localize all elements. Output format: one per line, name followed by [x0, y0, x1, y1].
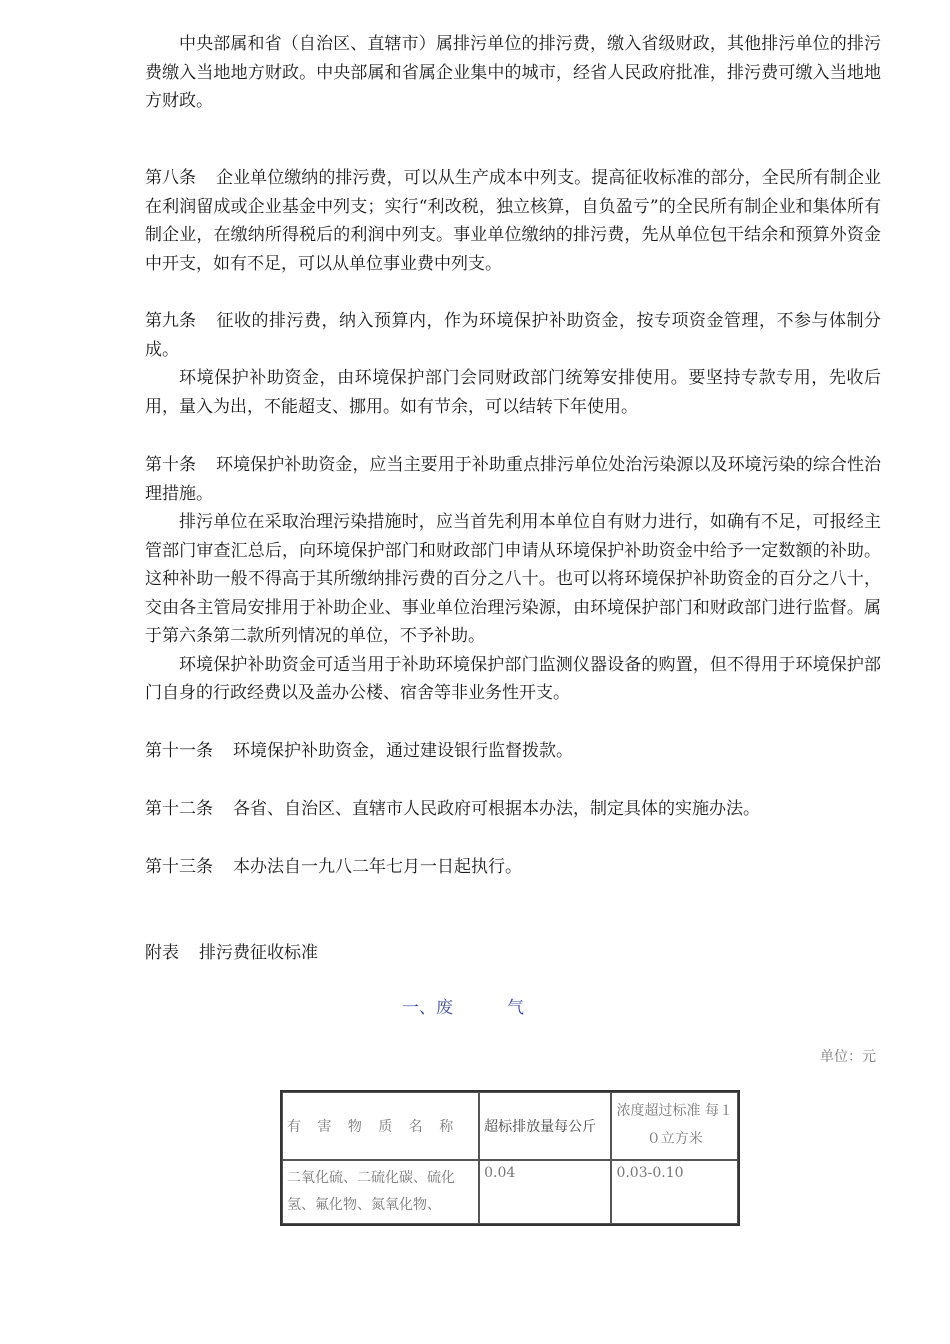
paragraph-text: 环境保护补助资金，由环境保护部门会同财政部门统筹安排使用。要坚持专款专用，先收后用，量入为出，不能超支、挪用。如有节余，可以结转下年使用。	[145, 368, 881, 417]
paragraph-text: 排污单位在采取治理污染措施时，应当首先利用本单位自有财力进行，如确有不足，可报经主管部门审查汇总后，向环境保护部门和财政部门申请从环境保护补助资金中给予一定数额的补助。这种补助一般不得高于其所缴纳排污费的百分之八十。也可以将环境保护补助资金的百分之八十，交由各主管局安排用于补助企业、事业单位治理污染源，由环境保护部门和财政部门进行监督。属于第六条第二款所列情况的单位，不予补助。	[145, 512, 881, 646]
table-header-cell: 浓度超过标准 每１０立方米	[611, 1092, 738, 1160]
table-cell: 0.04	[479, 1160, 611, 1224]
appendix-title: 排污费征收标准	[199, 943, 318, 963]
article-9	[145, 307, 881, 421]
article-12	[145, 795, 760, 824]
article-label: 第九条	[145, 311, 196, 331]
article-text: 企业单位缴纳的排污费，可以从生产成本中列支。提高征收标准的部分，全民所有制企业在利润留成或企业基金中列支；实行“利改税，独立核算，自负盈亏”的全民所有制企业和集体所有制企业，在缴纳所得税后的利润中列支。事业单位缴纳的排污费，先从单位包干结余和预算外资金中开支，如有不足，可以从单位事业费中列支。	[145, 168, 881, 274]
table-header-cell: 超标排放量每公斤	[479, 1092, 611, 1160]
table-cell: 0.03-0.10	[611, 1160, 738, 1224]
paragraph-central-finance	[145, 30, 881, 116]
article-label: 第十三条	[145, 857, 213, 877]
article-10	[145, 451, 881, 708]
article-13	[145, 853, 522, 882]
section-title-part1: 一、废	[402, 998, 453, 1018]
paragraph-text: 中央部属和省（自治区、直辖市）属排污单位的排污费，缴入省级财政，其他排污单位的排污费缴入当地地方财政。中央部属和省属企业集中的城市，经省人民政府批准，排污费可缴入当地地方财政。	[145, 34, 881, 111]
table-cell: 二氧化硫、二硫化碳、硫化氢、氟化物、氮氧化物、	[282, 1160, 479, 1224]
article-text: 本办法自一九八二年七月一日起执行。	[233, 857, 522, 877]
appendix-heading	[145, 939, 318, 968]
section-title-part2: 气	[507, 998, 524, 1018]
article-text: 各省、自治区、直辖市人民政府可根据本办法，制定具体的实施办法。	[233, 799, 760, 819]
article-8	[145, 164, 881, 278]
article-label: 第八条	[145, 168, 196, 188]
table-header-row	[282, 1092, 738, 1160]
article-label: 第十一条	[145, 741, 213, 761]
article-text: 征收的排污费，纳入预算内，作为环境保护补助资金，按专项资金管理，不参与体制分成。	[145, 311, 881, 360]
article-text: 环境保护补助资金，应当主要用于补助重点排污单位处治污染源以及环境污染的综合性治理措施。	[145, 455, 881, 504]
emission-fee-table	[280, 1090, 740, 1226]
paragraph-text: 环境保护补助资金可适当用于补助环境保护部门监测仪器设备的购置，但不得用于环境保护部门自身的行政经费以及盖办公楼、宿舍等非业务性开支。	[145, 654, 881, 703]
article-11	[145, 737, 573, 766]
article-text: 环境保护补助资金，通过建设银行监督拨款。	[233, 741, 573, 761]
article-label: 第十二条	[145, 799, 213, 819]
table-row	[282, 1160, 738, 1224]
appendix-label: 附表	[145, 943, 179, 963]
table-header-cell: 有 害 物 质 名 称	[282, 1092, 479, 1160]
article-label: 第十条	[145, 455, 196, 475]
unit-label: 单位：元	[820, 1049, 876, 1065]
